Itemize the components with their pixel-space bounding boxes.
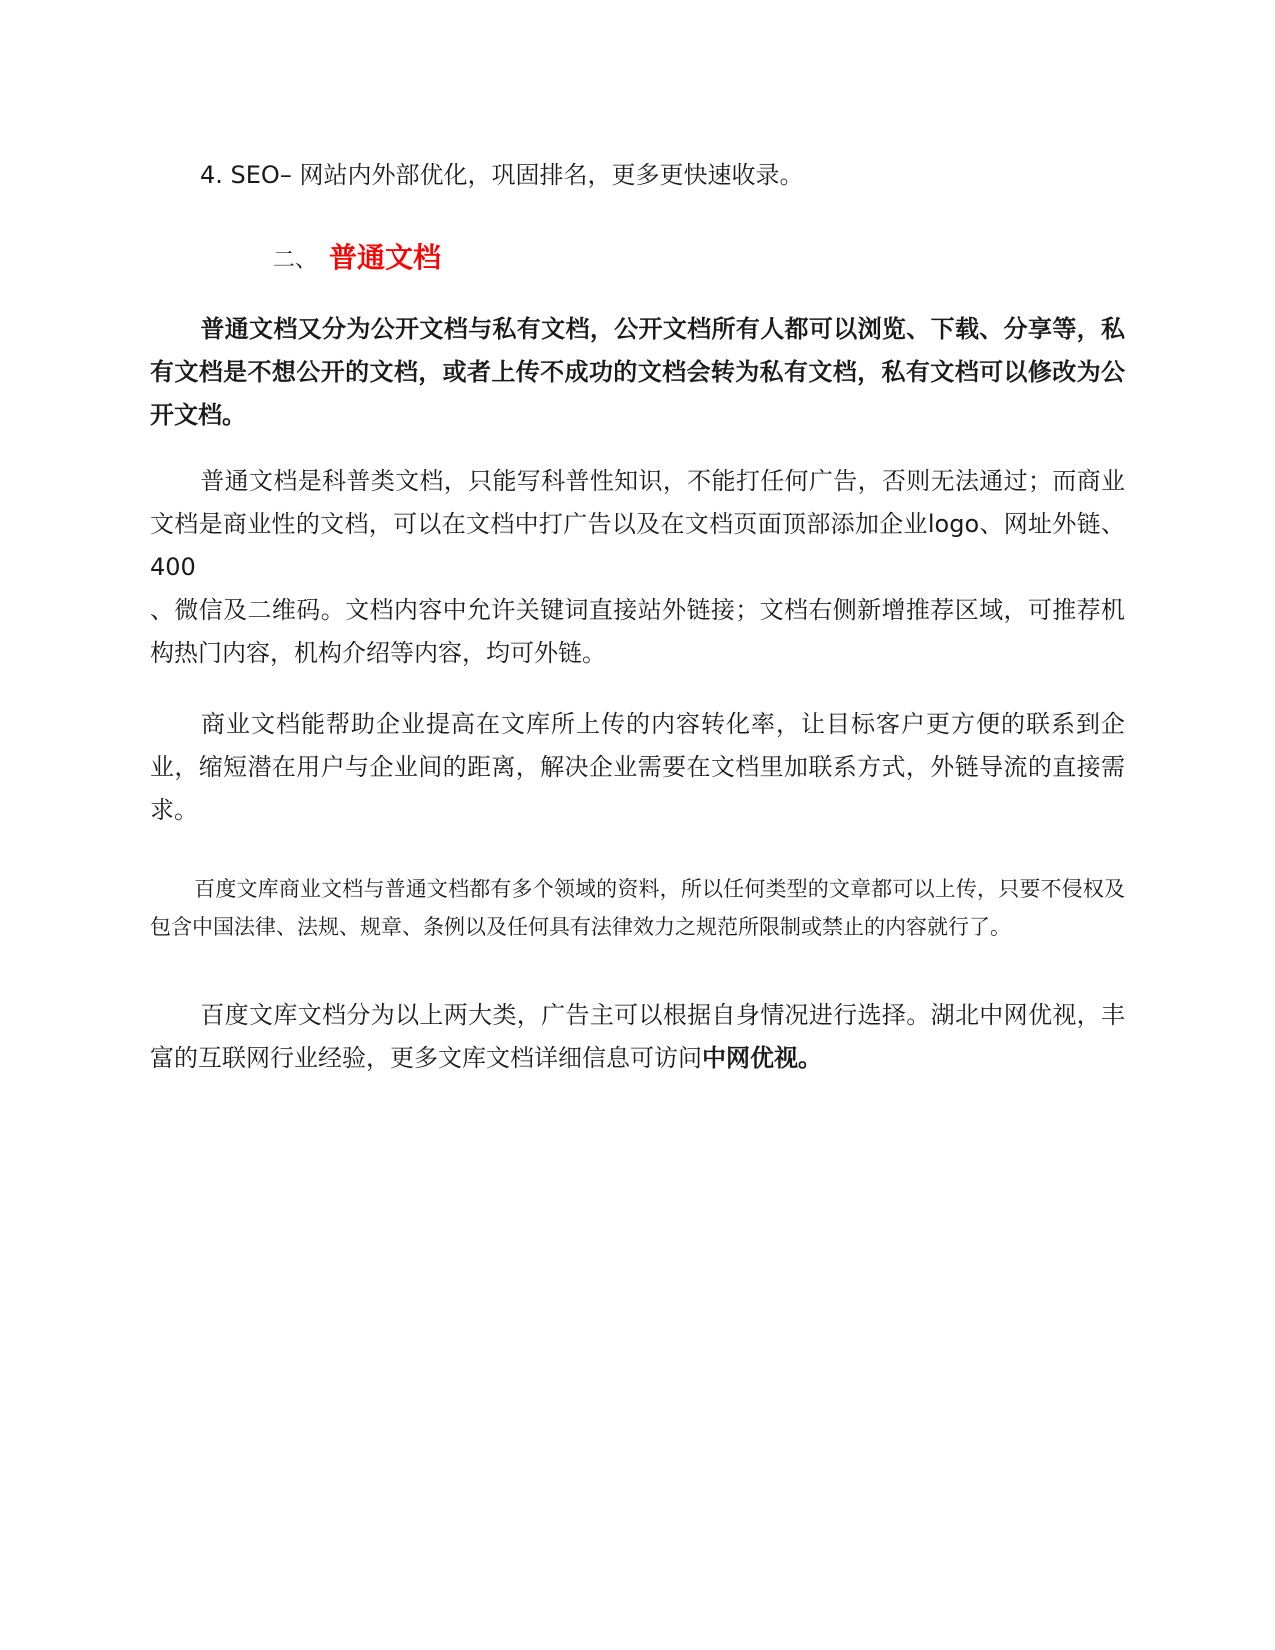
- paragraph-text: 百度文库商业文档与普通文档都有多个领域的资料，所以任何类型的文章都可以上传，只要不侵权及包含中国法律、法规、规章、条例以及任何具有法律效力之规范所限制或禁止的内容就行了。: [150, 877, 1125, 939]
- company-name: 中网优视。: [702, 1044, 822, 1072]
- paragraph-business-benefits: [150, 703, 1125, 832]
- paragraph-text: 百度文库文档分为以上两大类，广告主可以根据自身情况进行选择。湖北中网优视，丰富的互联网行业经验，更多文库文档详细信息可访问: [150, 1001, 1125, 1072]
- paragraph-text-line2: 、微信及二维码。文档内容中允许关键词直接站外链接；文档右侧新增推荐区域，可推荐机构热门内容，机构介绍等内容，均可外链。: [150, 596, 1125, 667]
- paragraph-science-vs-business: [150, 460, 1125, 675]
- list-item-seo: 4. SEO– 网站内外部优化，巩固排名，更多更快速收录。: [200, 161, 804, 189]
- paragraph-conclusion: [150, 994, 1125, 1080]
- paragraph-text: 普通文档又分为公开文档与私有文档，公开文档所有人都可以浏览、下载、分享等，私有文档是不想公开的文档，或者上传不成功的文档会转为私有文档，私有文档可以修改为公开文档。: [150, 315, 1125, 429]
- paragraph-upload-rules: [150, 870, 1125, 946]
- section-heading: [273, 236, 441, 276]
- paragraph-text: 商业文档能帮助企业提高在文库所上传的内容转化率，让目标客户更方便的联系到企业，缩短潜在用户与企业间的距离，解决企业需要在文档里加联系方式，外链导流的直接需求。: [150, 710, 1125, 824]
- paragraph-text-line1: 普通文档是科普类文档，只能写科普性知识，不能打任何广告，否则无法通过；而商业文档是商业性的文档，可以在文档中打广告以及在文档页面顶部添加企业logo、网址外链、400: [150, 467, 1125, 581]
- paragraph-public-private: [150, 308, 1125, 437]
- section-number: 二、: [273, 248, 318, 273]
- section-title: 普通文档: [329, 241, 442, 274]
